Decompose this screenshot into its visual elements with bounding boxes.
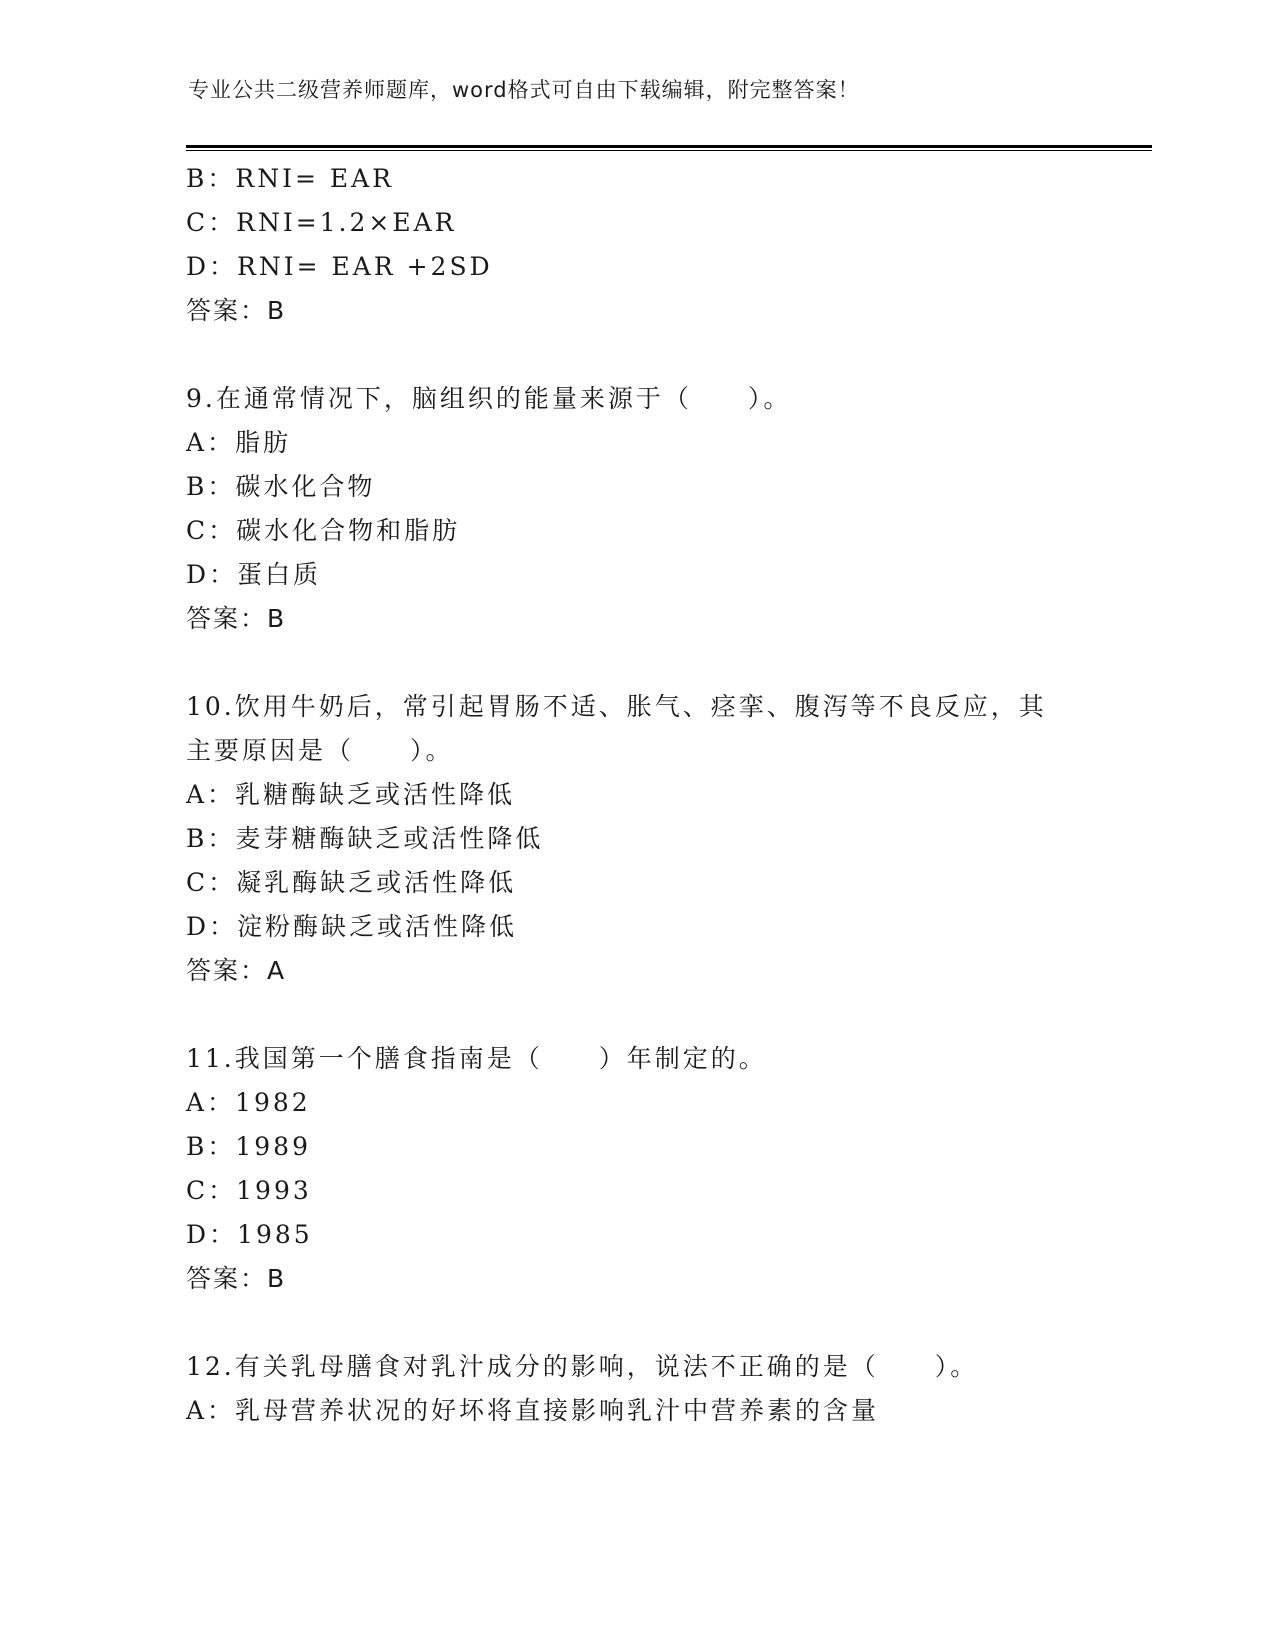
prev-answer: 答案：B	[186, 296, 287, 325]
q11-option-b: B：1989	[186, 1132, 311, 1161]
q10-option-d: D：淀粉酶缺乏或活性降低	[186, 912, 518, 941]
q10-stem-line1: 10.饮用牛奶后，常引起胃肠不适、胀气、痉挛、腹泻等不良反应，其	[186, 692, 1047, 721]
q11-option-d: D：1985	[186, 1220, 313, 1249]
header-rule-thin	[186, 150, 1152, 151]
q9-answer: 答案：B	[186, 604, 287, 633]
prev-option-c: C：RNI=1.2×EAR	[186, 208, 457, 237]
q9-option-b: B：碳水化合物	[186, 472, 376, 501]
page-header: 专业公共二级营养师题库，word格式可自由下载编辑，附完整答案！	[188, 78, 860, 102]
prev-option-b: B：RNI= EAR	[186, 164, 394, 193]
q9-option-d: D：蛋白质	[186, 560, 322, 589]
q12-option-a: A：乳母营养状况的好坏将直接影响乳汁中营养素的含量	[186, 1396, 880, 1425]
q11-option-c: C：1993	[186, 1176, 312, 1205]
q11-option-a: A：1982	[186, 1088, 311, 1117]
q9-option-c: C：碳水化合物和脂肪	[186, 516, 461, 545]
q10-option-a: A：乳糖酶缺乏或活性降低	[186, 780, 516, 809]
q11-stem: 11.我国第一个膳食指南是（ ）年制定的。	[186, 1044, 767, 1073]
q10-stem-line2: 主要原因是（ ）。	[186, 736, 454, 765]
q11-answer: 答案：B	[186, 1264, 287, 1293]
q10-option-c: C：凝乳酶缺乏或活性降低	[186, 868, 517, 897]
q10-option-b: B：麦芽糖酶缺乏或活性降低	[186, 824, 544, 853]
header-rule-thick	[186, 145, 1152, 148]
q9-stem: 9.在通常情况下，脑组织的能量来源于（ ）。	[186, 384, 792, 413]
prev-option-d: D：RNI= EAR +2SD	[186, 252, 493, 281]
q10-answer: 答案：A	[186, 956, 287, 985]
q9-option-a: A：脂肪	[186, 428, 292, 457]
q12-stem: 12.有关乳母膳食对乳汁成分的影响，说法不正确的是（ ）。	[186, 1352, 979, 1381]
